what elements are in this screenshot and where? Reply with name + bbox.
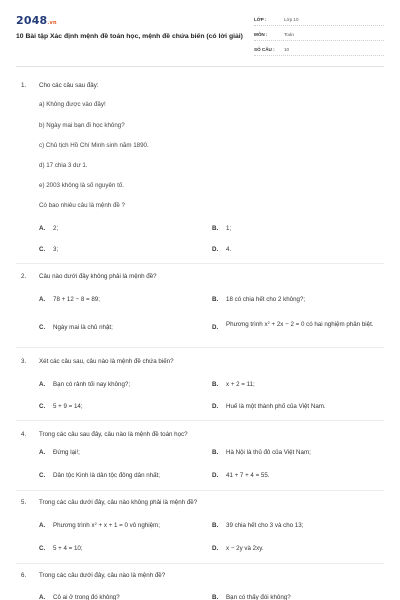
option-text: 18 có chia hết cho 2 không?;: [226, 296, 306, 303]
question-prompt: Có bao nhiêu câu là mệnh đề ?: [39, 202, 125, 209]
option-label: C.: [39, 545, 46, 552]
question-stem: Trong các câu sau đây, câu nào là mệnh đề toán học?: [39, 431, 188, 438]
meta-value: Toán: [284, 32, 294, 37]
option-text: Dân tộc Kinh là dân tộc đông dân nhất;: [53, 472, 160, 479]
meta-value: 10: [284, 47, 290, 52]
option-label: C.: [39, 324, 46, 331]
statement-c: c) Chủ tịch Hồ Chí Minh sinh năm 1890.: [39, 142, 149, 149]
option-label: C.: [39, 403, 46, 410]
question-divider: [16, 263, 384, 264]
question-divider: [16, 563, 384, 564]
option-label: B.: [212, 296, 219, 303]
option-label: B.: [212, 225, 219, 232]
option-text: 5 + 9 = 14;: [53, 403, 83, 410]
option-text: x − 2y và 2xy.: [226, 545, 264, 552]
option-text: 39 chia hết cho 3 và cho 13;: [226, 522, 304, 529]
option-text: Huế là một thành phố của Việt Nam.: [226, 403, 326, 410]
question-number: 2.: [21, 273, 27, 280]
statement-b: b) Ngày mai bạn đi học không?: [39, 122, 125, 129]
question-divider: [16, 490, 384, 491]
question-stem: Trong các câu dưới đây, câu nào là mệnh đề?: [39, 572, 166, 579]
option-text: Bạn có thấy đói không?: [226, 594, 291, 600]
option-label: D.: [212, 324, 219, 331]
option-text: 3;: [53, 246, 59, 253]
option-text: 41 + 7 + 4 = 55.: [226, 472, 270, 479]
meta-row-subject: [254, 29, 384, 41]
option-text: 78 + 12 − 8 = 89;: [53, 296, 100, 303]
statement-a: a) Không được vào đây!: [39, 101, 106, 108]
question-divider: [16, 420, 384, 421]
option-text: x + 2 = 11;: [226, 381, 255, 388]
meta-key: MÔN :: [254, 32, 268, 37]
question-stem: Cho các câu sau đây:: [39, 82, 99, 89]
option-label: D.: [212, 246, 219, 253]
meta-key: SỐ CÂU :: [254, 47, 275, 52]
option-text: Phương trình $x^2 + x + 1 = 0$ vô nghiệm;: [53, 521, 160, 529]
meta-row-count: [254, 44, 384, 56]
option-label: C.: [39, 246, 46, 253]
meta-row-class: [254, 14, 384, 26]
option-label: A.: [39, 594, 46, 600]
option-label: A.: [39, 381, 46, 388]
question-number: 6.: [21, 572, 27, 579]
logo-suffix: .vn: [47, 20, 57, 26]
question-number: 3.: [21, 358, 27, 365]
option-text: 4.: [226, 246, 232, 253]
question-stem: Xét các câu sau, câu nào là mệnh đề chứa biến?: [39, 358, 174, 365]
option-label: A.: [39, 449, 46, 456]
question-divider: [16, 347, 384, 348]
option-text: Phương trình $x^2 + 2x - 2 = 0$ có hai nghiệm phân biệt.: [226, 320, 374, 328]
question-number: 5.: [21, 499, 27, 506]
option-label: B.: [212, 594, 219, 600]
option-text: Đứng lại!;: [53, 449, 80, 456]
option-label: B.: [212, 381, 219, 388]
header-divider: [16, 66, 384, 67]
option-text: Cô ai ở trong đó không?: [53, 594, 120, 600]
statement-d: d) 17 chia 3 dư 1.: [39, 162, 88, 169]
option-text: 1;: [226, 225, 232, 232]
option-text: Ngày mai là chủ nhật;: [53, 324, 113, 331]
option-label: A.: [39, 522, 46, 529]
option-label: A.: [39, 296, 46, 303]
option-label: D.: [212, 472, 219, 479]
option-label: B.: [212, 449, 219, 456]
option-label: A.: [39, 225, 46, 232]
meta-key: LỚP :: [254, 17, 267, 22]
option-label: C.: [39, 472, 46, 479]
option-text: 5 + 4 = 10;: [53, 545, 83, 552]
option-text: Hà Nội là thủ đô của Việt Nam;: [226, 449, 311, 456]
question-number: 1.: [21, 82, 27, 89]
question-number: 4.: [21, 431, 27, 438]
logo-text: 2048: [16, 14, 48, 27]
document-title: 10 Bài tập Xác định mệnh đề toán học, mệnh đề chứa biến (có lời giải): [16, 33, 243, 40]
option-label: D.: [212, 403, 219, 410]
statement-e: e) 2003 không là số nguyên tố.: [39, 182, 124, 189]
option-label: D.: [212, 545, 219, 552]
meta-value: Lớp 10: [284, 17, 299, 22]
option-label: B.: [212, 522, 219, 529]
option-text: 2;: [53, 225, 59, 232]
site-logo[interactable]: [16, 14, 57, 27]
option-text: Bạn có rảnh tối nay không?;: [53, 381, 131, 388]
question-stem: Trong các câu dưới đây, câu nào không phải là mệnh đề?: [39, 499, 198, 506]
question-stem: Câu nào dưới đây không phải là mệnh đề?: [39, 273, 157, 280]
